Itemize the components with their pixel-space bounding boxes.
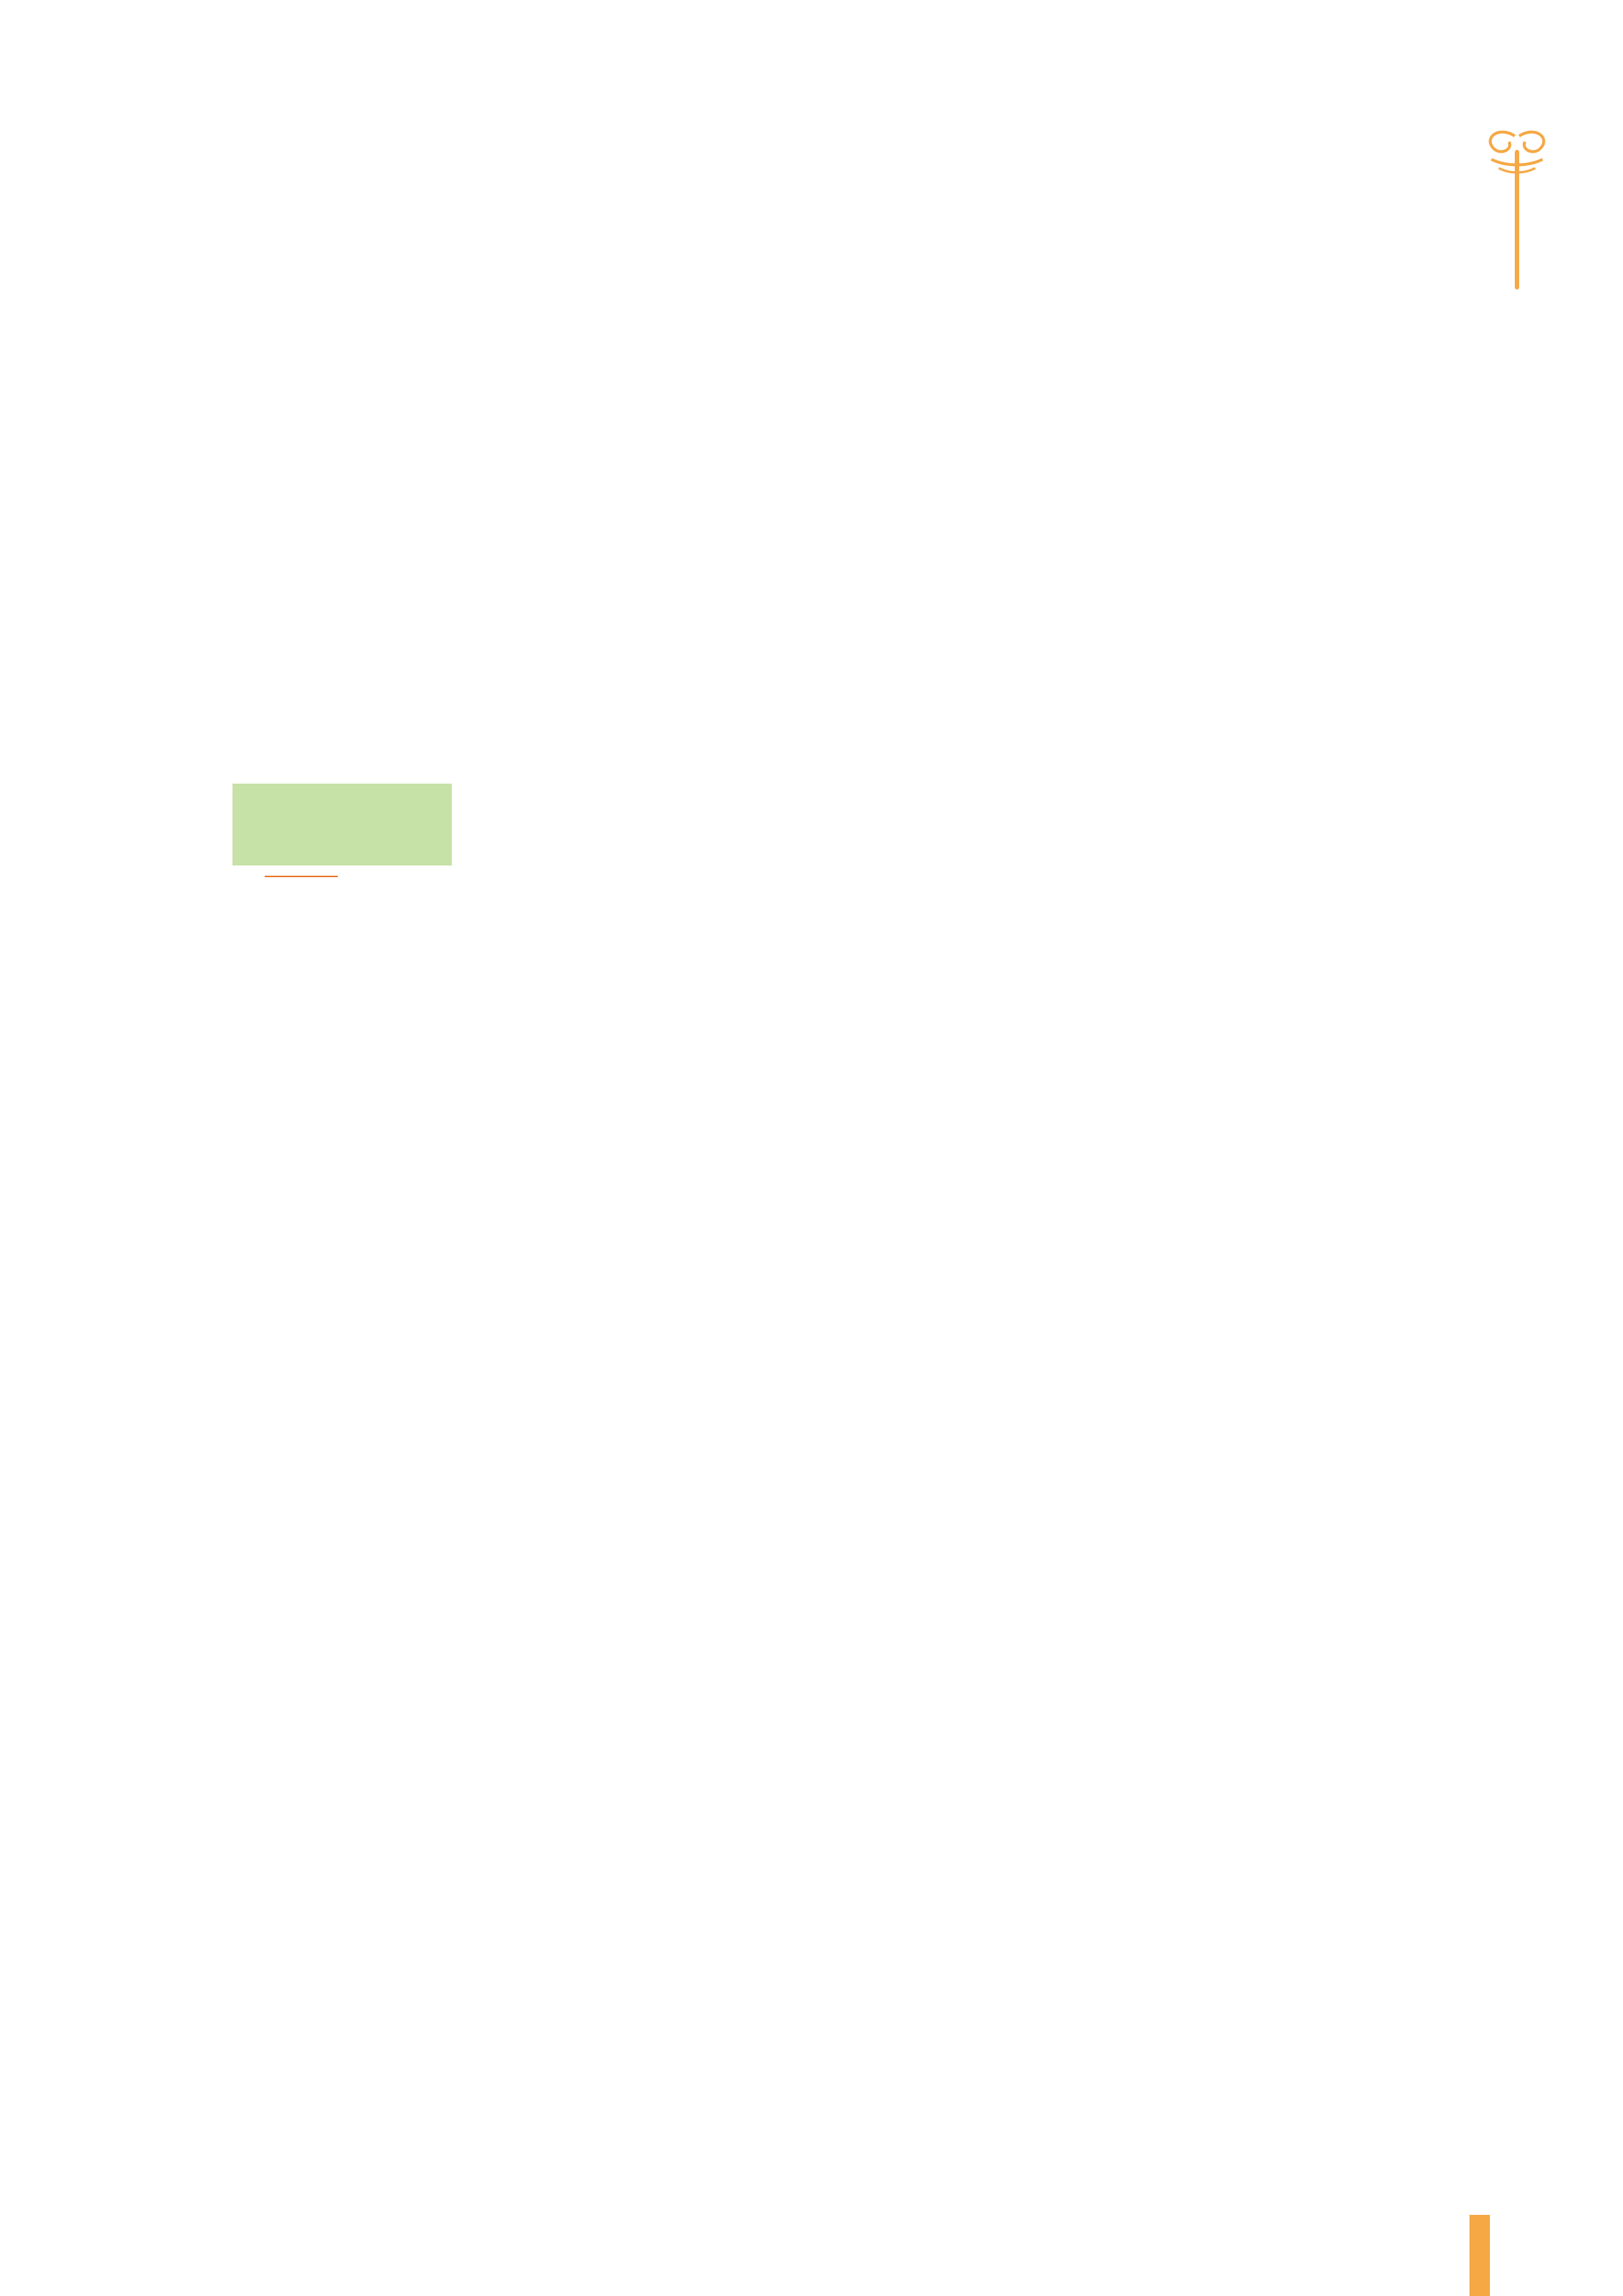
- ornament-icon: [1477, 123, 1557, 291]
- section-badge: [232, 784, 452, 865]
- subtitle-dash: [265, 876, 338, 877]
- section-subtitle: [265, 876, 354, 877]
- edge-bar: [1469, 2215, 1490, 2296]
